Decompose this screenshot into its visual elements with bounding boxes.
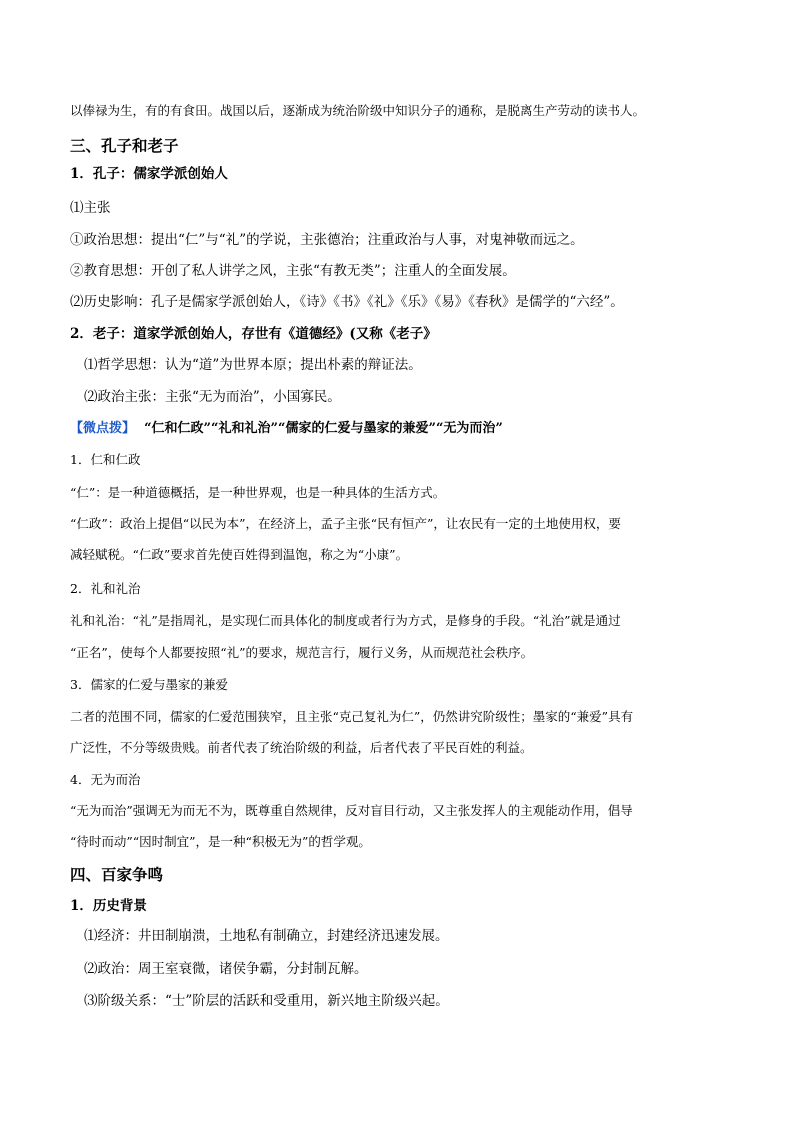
paragraph-line: 2．礼和礼治 — [70, 581, 141, 596]
paragraph-line: “待时而动”“因时制宜”，是一种“积极无为”的哲学观。 — [70, 834, 371, 849]
paragraph-line: ②教育思想：开创了私人讲学之风，主张“有教无类”；注重人的全面发展。 — [70, 263, 516, 279]
paragraph-line: 4．无为而治 — [70, 772, 141, 787]
paragraph-line: ⑴主张 — [70, 200, 111, 216]
paragraph-line: ⑶阶级关系：“士”阶层的活跃和受重用，新兴地主阶级兴起。 — [84, 993, 449, 1009]
subheading: 1．孔子：儒家学派创始人 — [70, 166, 228, 182]
subheading: 1．历史背景 — [70, 898, 147, 914]
paragraph-line: “正名”，使每个人都要按照“礼”的要求，规范言行，履行义务，从而规范社会秩序。 — [70, 645, 534, 660]
paragraph-line: ⑵政治：周王室衰微，诸侯争霸，分封制瓦解。 — [84, 961, 368, 977]
paragraph-line: “无为而治”强调无为而无不为，既尊重自然规律，反对盲目行动，又主张发挥人的主观能动作用，倡导 — [70, 803, 633, 818]
paragraph-line: 减轻赋税。“仁政”要求首先使百姓得到温饱，称之为“小康”。 — [70, 547, 409, 562]
paragraph-line: “仁政”：政治上提倡“以民为本”，在经济上，孟子主张“民有恒产”，让农民有一定的土地使用权，要 — [70, 516, 621, 531]
paragraph-line: 礼和礼治：“礼”是指周礼，是实现仁而具体化的制度或者行为方式，是修身的手段。“礼治”就是通过 — [70, 613, 621, 628]
paragraph-line: 广泛性，不分等级贵贱。前者代表了统治阶级的利益，后者代表了平民百姓的利益。 — [70, 740, 533, 755]
section-heading: 四、百家争鸣 — [70, 865, 164, 884]
paragraph-line: 1．仁和仁政 — [70, 452, 141, 467]
tip-title: “仁和仁政”“礼和礼治”“儒家的仁爱与墨家的兼爱”“无为而治” — [144, 421, 503, 436]
tip-heading — [70, 421, 503, 437]
paragraph-line: ①政治思想：提出“仁”与“礼”的学说，主张德治；注重政治与人事，对鬼神敬而远之。 — [70, 232, 584, 248]
paragraph-line: ⑵历史影响：孔子是儒家学派创始人，《诗》《书》《礼》《乐》《易》《春秋》是儒学的“六经”。 — [70, 294, 624, 310]
subheading: 2．老子：道家学派创始人，存世有《道德经》(又称《老子》 — [70, 326, 437, 342]
paragraph-line: ⑴经济：井田制崩溃，土地私有制确立，封建经济迅速发展。 — [84, 928, 449, 944]
tip-tag: 【微点拨】 — [70, 421, 136, 436]
paragraph-line: 3．儒家的仁爱与墨家的兼爱 — [70, 677, 228, 692]
paragraph-line: 二者的范围不同，儒家的仁爱范围狭窄，且主张“克己复礼为仁”，仍然讲究阶级性；墨家的“兼爱”具有 — [70, 709, 634, 724]
paragraph-line: “仁”：是一种道德概括，是一种世界观，也是一种具体的生活方式。 — [70, 485, 446, 500]
paragraph-line: ⑴哲学思想：认为“道”为世界本原；提出朴素的辩证法。 — [84, 357, 422, 373]
paragraph-line: 以俸禄为生，有的有食田。战国以后，逐渐成为统治阶级中知识分子的通称，是脱离生产劳动的读书人。 — [70, 103, 646, 118]
paragraph-line: ⑵政治主张：主张“无为而治”，小国寡民。 — [84, 389, 341, 405]
section-heading: 三、孔子和老子 — [70, 136, 179, 155]
